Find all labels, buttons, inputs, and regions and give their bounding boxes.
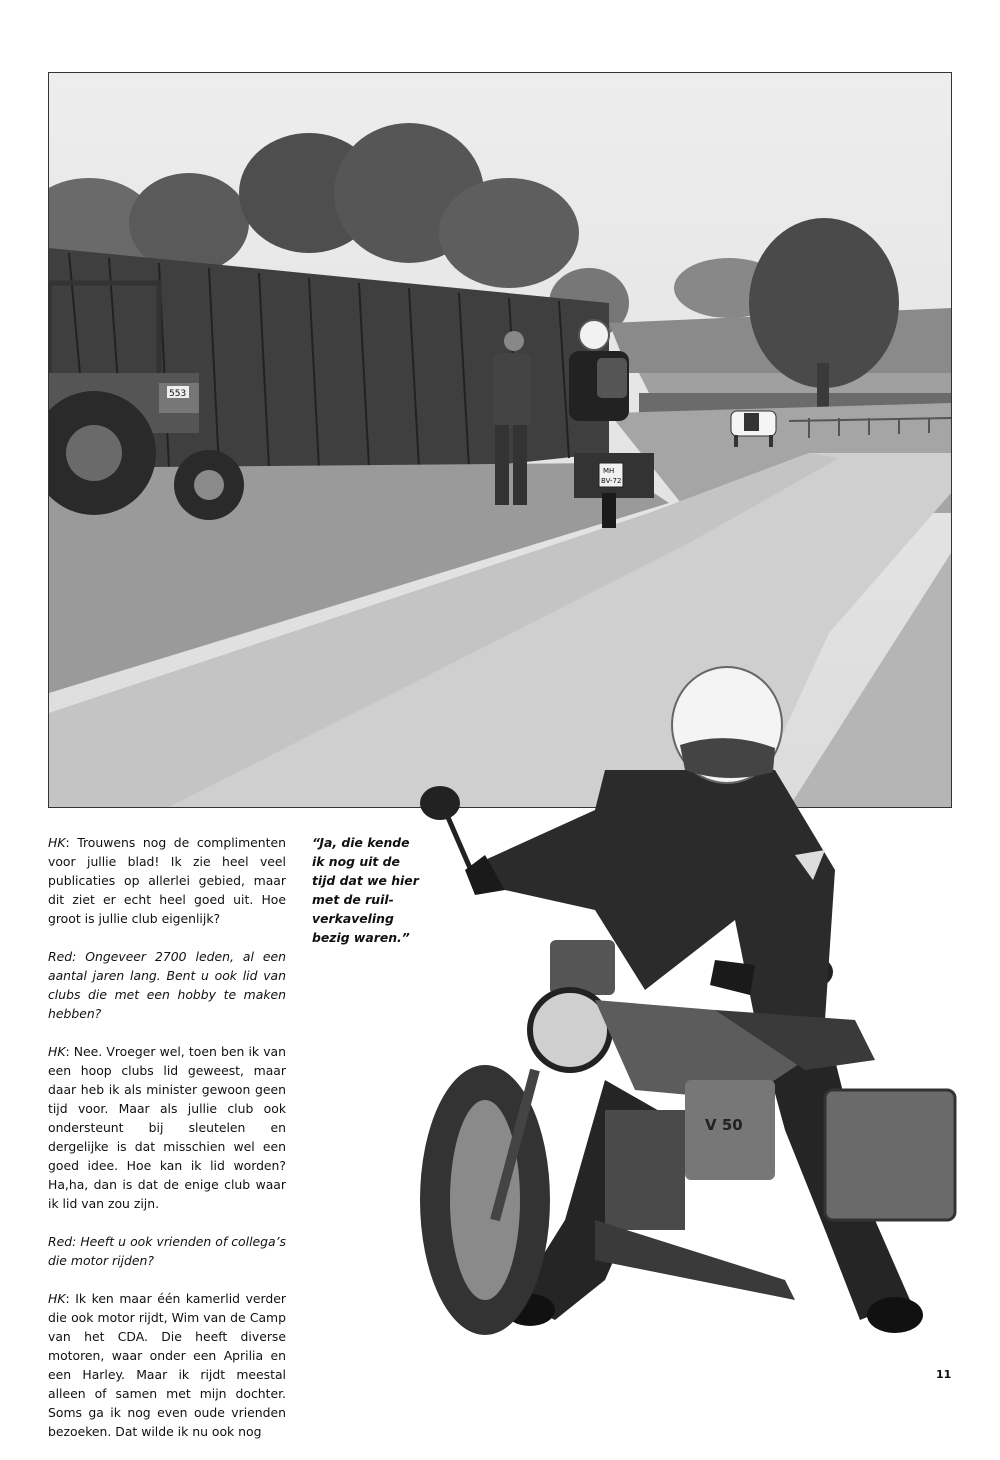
license-plate-line1: MH xyxy=(603,467,615,475)
bike-exhaust xyxy=(595,1220,795,1300)
article-paragraph-2 xyxy=(48,1042,286,1213)
article-paragraph-3 xyxy=(48,1289,286,1441)
large-tree xyxy=(749,218,899,388)
speaker-hk: HK xyxy=(48,835,66,850)
left-mirror xyxy=(420,786,460,820)
paragraph-text: : Nee. Vroeger wel, toen ben ik van een hoop clubs lid geweest, maar daar heb ik als minister gewoon geen tijd voor. Maar als jullie club ook ondersteunt bij sleutelen en dergelijke is dat misschien wel een goed idee. Hoe kan ik lid worden? Ha,ha, dan is dat de enige club waar ik lid van zou zijn. xyxy=(48,1044,286,1211)
bike-saddlebag xyxy=(825,1090,955,1220)
bike-engine xyxy=(605,1110,685,1230)
paragraph-text: : Trouwens nog de complimenten voor jullie blad! Ik zie heel veel publicaties op allerlei gebied, maar dit ziet er echt heel goed uit. Hoe groot is jullie club eigenlijk? xyxy=(48,835,286,926)
speaker-hk: HK xyxy=(48,1044,66,1059)
paragraph-text: : Ik ken maar één kamerlid verder die ook motor rijdt, Wim van de Camp van het CDA. Die heeft diverse motoren, waar onder een Aprilia en een Harley. Maar ik rijdt meestal alleen of samen met mijn dochter. Soms ga ik nog even oude vrienden bezoeken. Dat wilde ik nu ook nog xyxy=(48,1291,286,1439)
pull-quote: “Ja, die kende ik nog uit de tijd dat we hier met de ruilverkaveling bezig waren.” xyxy=(312,835,419,945)
article-paragraph-1 xyxy=(48,833,286,928)
foreground-rider-cutout xyxy=(355,660,965,1360)
rider-jacket xyxy=(485,770,835,1020)
article-column xyxy=(48,833,286,1460)
speaker-hk: HK xyxy=(48,1291,66,1306)
bike-instruments xyxy=(550,940,615,995)
interviewer-question-1: Red: Ongeveer 2700 leden, al een aantal jaren lang. Bent u ook lid van clubs die met een hobby te maken hebben? xyxy=(48,949,286,1021)
bike-model-label: V 50 xyxy=(705,1116,743,1134)
license-plate-line2: BV-72 xyxy=(601,477,622,485)
rider-glove-right xyxy=(710,960,755,995)
tractor-sticker: 553 xyxy=(169,389,187,399)
interviewer-question-2: Red: Heeft u ook vrienden of collega’s die motor rijden? xyxy=(48,1234,286,1268)
page-number: 11 xyxy=(936,1368,952,1381)
